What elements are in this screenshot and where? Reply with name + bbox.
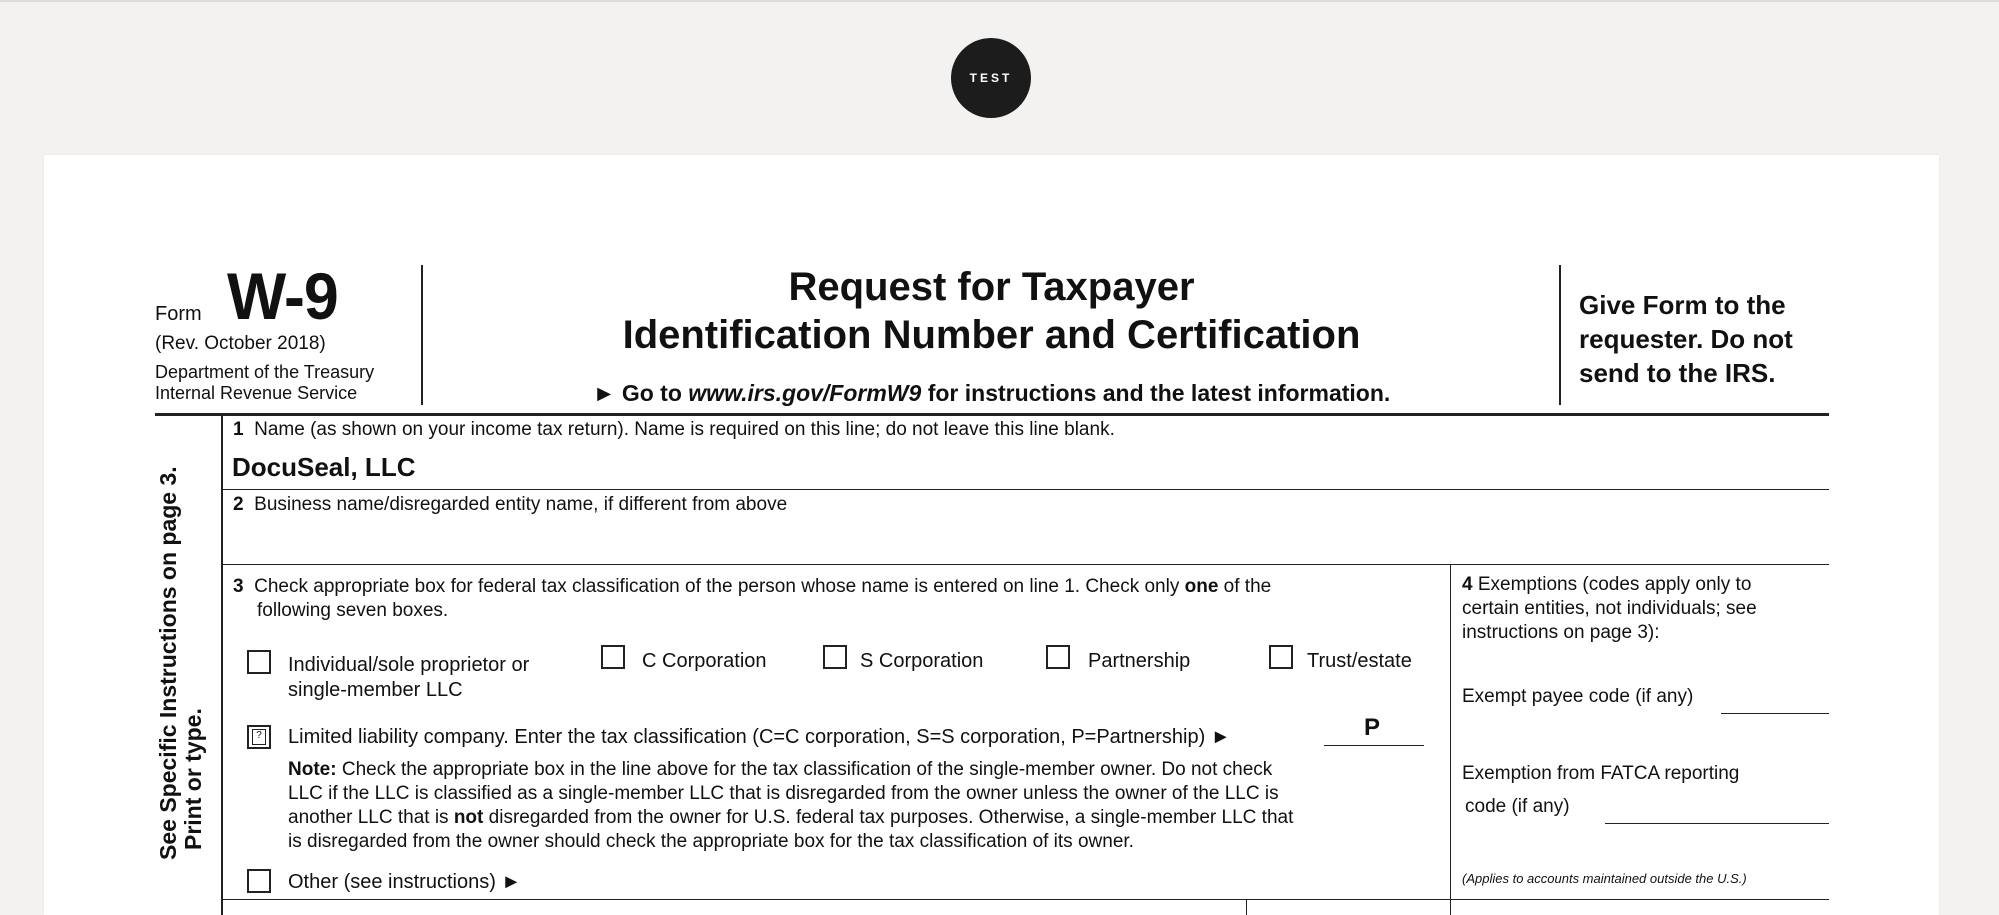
line3-text-line2: following seven boxes. (257, 600, 449, 621)
line3-text-b: of the (1218, 576, 1272, 597)
line4-number: 4 (1462, 574, 1473, 595)
form-label: Form (155, 303, 202, 325)
instructions-link-line (424, 380, 1559, 407)
side-line-1: Print or type. (180, 708, 206, 850)
line2-label (233, 494, 787, 516)
option-individual-line1: Individual/sole proprietor or (288, 654, 530, 676)
option-s-corporation-label: S Corporation (860, 650, 984, 672)
line3-text-a: Check appropriate box for federal tax classification of the person whose name is entered on line 1. Check only (254, 576, 1185, 597)
checkbox-c-corporation[interactable] (601, 645, 625, 669)
side-line-2: See Specific Instructions on page 3. (155, 466, 181, 860)
give-form-notice: Give Form to the requester. Do not send to the IRS. (1579, 290, 1793, 388)
goto-prefix: ► Go to (592, 380, 689, 406)
option-individual-line2: single-member LLC (288, 679, 463, 701)
document-page (44, 155, 1939, 915)
line4-heading-line3: instructions on page 3): (1462, 622, 1660, 643)
goto-suffix: for instructions and the latest information. (921, 380, 1391, 406)
department-line1: Department of the Treasury (155, 362, 375, 382)
option-individual-label (288, 653, 529, 703)
checkbox-partnership[interactable] (1046, 645, 1070, 669)
exempt-payee-underline (1721, 713, 1829, 714)
line5-divider (1246, 899, 1247, 915)
llc-label: Limited liability company. Enter the tax classification (C=C corporation, S=S corporation, P=Partnership) ► (288, 726, 1231, 748)
note-bold: Note: (288, 759, 337, 780)
header-divider-right (1559, 265, 1561, 405)
note-line3-bold: not (453, 807, 484, 828)
header-bottom-rule (155, 413, 1829, 416)
top-border (0, 0, 1999, 2)
note-line2: LLC if the LLC is classified as a single-member LLC that is disregarded from the owner unless the owner of the LLC is (288, 783, 1279, 804)
name-field[interactable]: DocuSeal, LLC (232, 452, 416, 482)
form-title-line2: Identification Number and Certification (622, 313, 1361, 357)
line1-number: 1 (233, 419, 244, 440)
exempt-payee-field[interactable] (1721, 683, 1826, 707)
header-divider-left (421, 265, 423, 405)
other-label: Other (see instructions) ► (288, 871, 522, 893)
form-revision: (Rev. October 2018) (155, 333, 326, 354)
fatca-applies-note: (Applies to accounts maintained outside the U.S.) (1462, 871, 1747, 886)
side-instructions (155, 466, 206, 860)
llc-classification-field[interactable]: P (1364, 714, 1381, 741)
line2-text: Business name/disregarded entity name, if different from above (254, 494, 788, 515)
line3-text-bold: one (1184, 576, 1219, 597)
irs-url-link[interactable]: www.irs.gov/FormW9 (688, 380, 922, 406)
business-name-field[interactable] (232, 525, 1732, 557)
section3-4-divider (1450, 564, 1451, 915)
test-badge-label: TEST (969, 71, 1013, 85)
form-number: W-9 (227, 259, 338, 333)
checkbox-llc[interactable] (247, 725, 271, 749)
fatca-label-line2: code (if any) (1465, 796, 1570, 817)
fatca-label-line1: Exemption from FATCA reporting (1462, 763, 1740, 784)
line4-heading-line1: Exemptions (codes apply only to (1472, 574, 1752, 595)
note-line3-a: another LLC that is (288, 807, 454, 828)
llc-check-mark: ? (252, 729, 266, 745)
line2-number: 2 (233, 494, 244, 515)
line1-text: Name (as shown on your income tax return). Name is required on this line; do not leave this line blank. (254, 419, 1115, 440)
option-c-corporation-label: C Corporation (642, 650, 767, 672)
option-partnership-label: Partnership (1088, 650, 1191, 672)
llc-classification-underline (1324, 745, 1424, 746)
line3-bottom-rule (222, 899, 1829, 900)
line1-label (233, 419, 1115, 441)
option-trust-estate-label: Trust/estate (1307, 650, 1412, 672)
left-margin-rule (221, 415, 223, 915)
line4-heading-line2: certain entities, not individuals; see (1462, 598, 1757, 619)
form-title-line1: Request for Taxpayer (788, 265, 1195, 309)
line3-number: 3 (233, 576, 244, 597)
fatca-code-field[interactable] (1605, 793, 1825, 817)
checkbox-trust-estate[interactable] (1269, 645, 1293, 669)
checkbox-other[interactable] (247, 869, 271, 893)
line3-label (233, 575, 1443, 623)
note-line1: Check the appropriate box in the line above for the tax classification of the single-member owner. Do not check (336, 759, 1273, 780)
test-badge (951, 38, 1031, 118)
checkbox-s-corporation[interactable] (823, 645, 847, 669)
note-line3-b: disregarded from the owner for U.S. federal tax purposes. Otherwise, a single-member LLC that (483, 807, 1294, 828)
line4-heading (1462, 573, 1832, 645)
llc-note (288, 758, 1448, 854)
department-line2: Internal Revenue Service (155, 383, 358, 403)
exempt-payee-label: Exempt payee code (if any) (1462, 686, 1694, 707)
checkbox-individual[interactable] (247, 650, 271, 674)
note-line4: is disregarded from the owner should check the appropriate box for the tax classification of its owner. (288, 831, 1134, 852)
line2-bottom-rule (222, 564, 1829, 565)
line1-bottom-rule (222, 489, 1829, 490)
fatca-code-underline (1605, 823, 1829, 824)
